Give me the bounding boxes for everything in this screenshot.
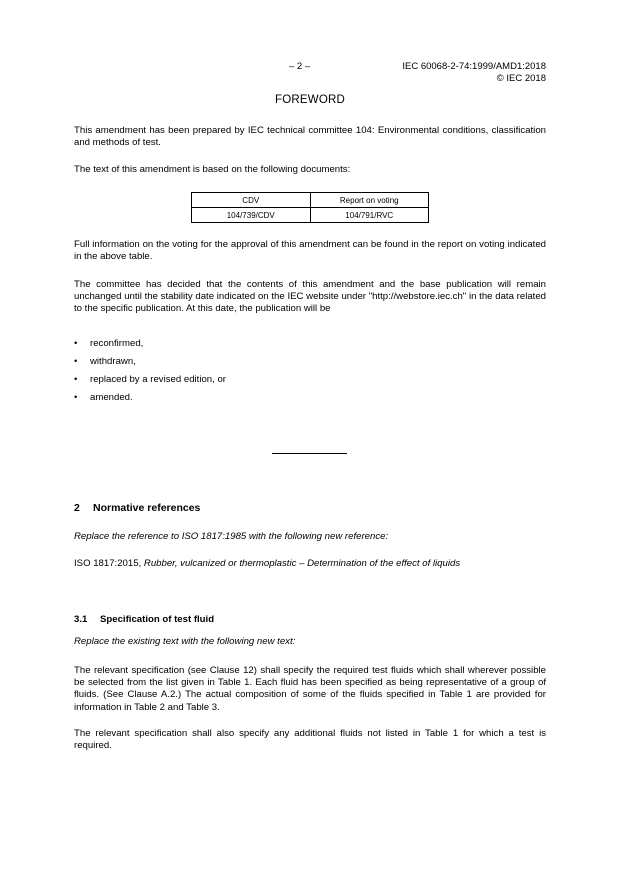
- doc-ref-text: IEC 60068-2-74:1999/AMD1:2018: [402, 61, 546, 72]
- list-item: • reconfirmed,: [74, 337, 226, 355]
- list-item: • replaced by a revised edition, or: [74, 373, 226, 391]
- page-number: – 2 –: [289, 61, 311, 72]
- publication-options-list: [74, 337, 226, 409]
- table-header-report: Report on voting: [310, 193, 429, 208]
- table-cell-cdv: 104/739/CDV: [192, 208, 311, 223]
- table-row: [192, 208, 429, 223]
- section-2-reference: [74, 558, 546, 570]
- foreword-paragraph-1: This amendment has been prepared by IEC technical committee 104: Environmental conditions, classification and methods of test.: [74, 125, 546, 149]
- section-2-heading: [74, 502, 200, 514]
- reference-id: ISO 1817:2015,: [74, 558, 142, 569]
- section-3-1-heading: [74, 614, 214, 625]
- foreword-paragraph-3: Full information on the voting for the approval of this amendment can be found in the report on voting indicated in the above table.: [74, 239, 546, 263]
- section-3-1-paragraph-2: The relevant specification shall also specify any additional fluids not listed in Table 1 for which a test is required.: [74, 728, 546, 752]
- section-3-1-paragraph-1: The relevant specification (see Clause 12) shall specify the required test fluids which shall wherever possible be selected from the list given in Table 1. Each fluid has been specified as being representative of a group of fluids. (See Clause A.2.) The actual composition of some of the fluids specified in Table 1 are provided for information in Table 2 and Table 3.: [74, 665, 546, 713]
- document-reference: [402, 61, 546, 85]
- reference-title: Rubber, vulcanized or thermoplastic – Determination of the effect of liquids: [143, 558, 461, 569]
- list-item: • withdrawn,: [74, 355, 226, 373]
- foreword-paragraph-2: The text of this amendment is based on the following documents:: [74, 164, 351, 175]
- list-item: • amended.: [74, 391, 226, 409]
- section-2-title: Normative references: [93, 502, 201, 514]
- separator-rule: [272, 453, 347, 454]
- section-2-number: 2: [74, 502, 80, 514]
- foreword-title: FOREWORD: [275, 94, 345, 106]
- table-cell-rvc: 104/791/RVC: [310, 208, 429, 223]
- foreword-paragraph-4: The committee has decided that the contents of this amendment and the base publication will remain unchanged until the stability date indicated on the IEC website under "http://webstore.iec.ch" in the data related to the specific publication. At this date, the publication will be: [74, 279, 546, 315]
- section-2-instruction: Replace the reference to ISO 1817:1985 with the following new reference:: [74, 531, 389, 542]
- section-3-1-instruction: Replace the existing text with the following new text:: [74, 636, 296, 647]
- section-3-1-number: 3.1: [74, 614, 88, 625]
- section-3-1-title: Specification of test fluid: [100, 614, 215, 625]
- table-header-cdv: CDV: [192, 193, 311, 208]
- copyright-text: © IEC 2018: [496, 73, 546, 84]
- table-header-row: [192, 193, 429, 208]
- voting-documents-table: [191, 192, 429, 223]
